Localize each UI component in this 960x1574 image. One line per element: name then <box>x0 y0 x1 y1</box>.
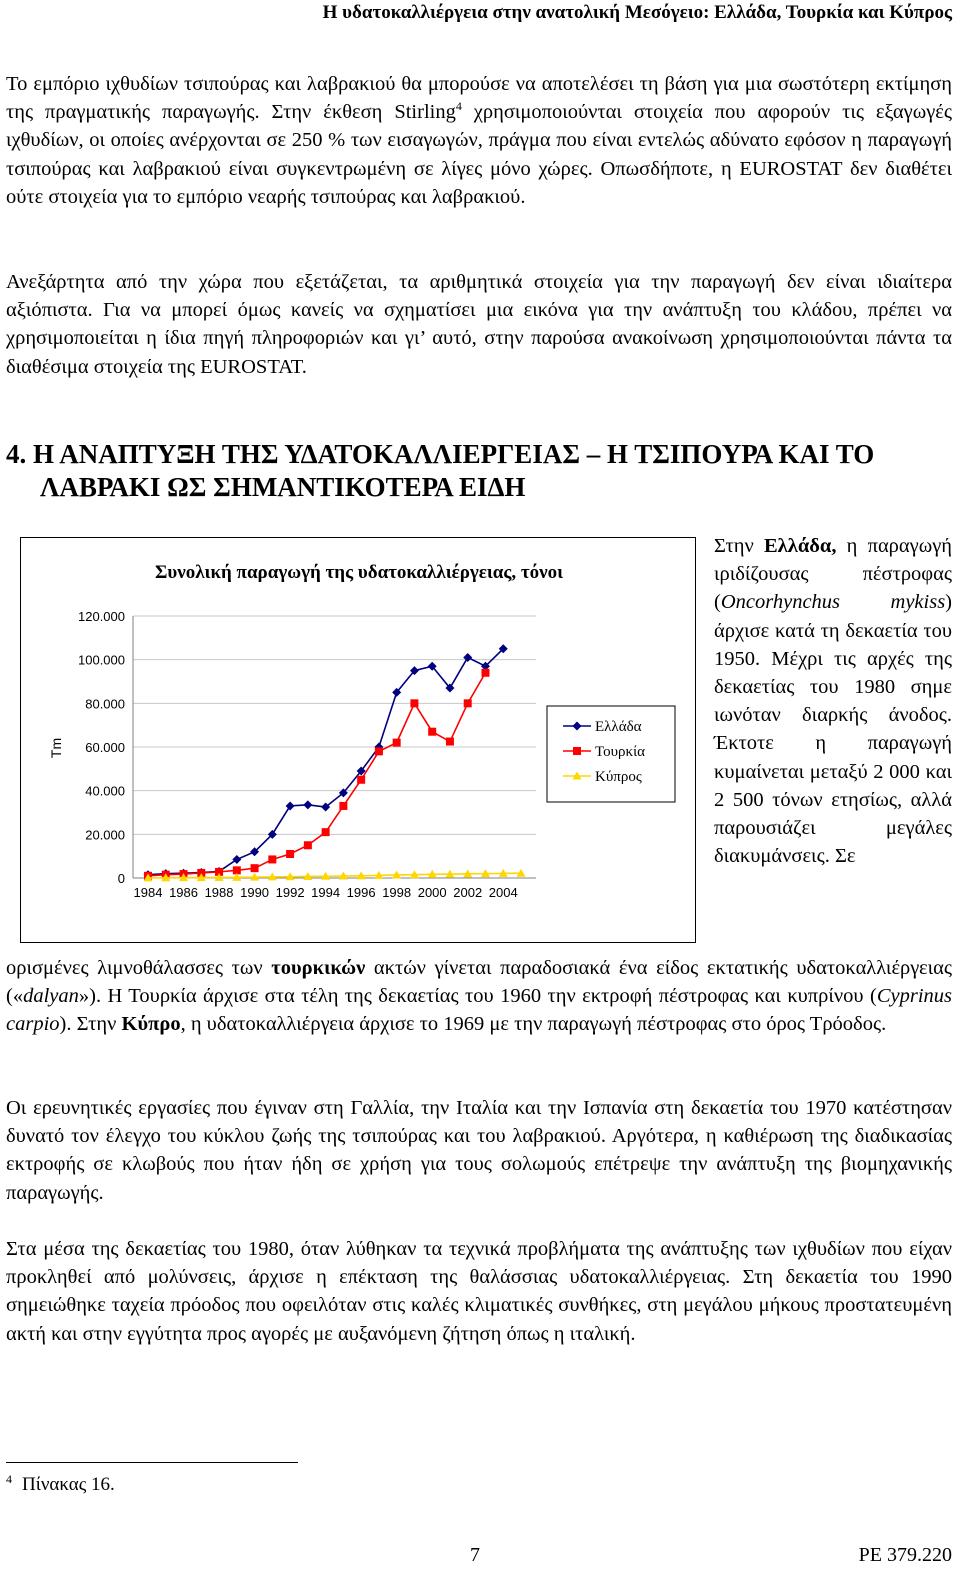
legend-label: Ελλάδα <box>595 719 642 735</box>
data-point <box>464 699 472 707</box>
section-heading: 4. Η ΑΝΑΠΤΥΞΗ ΤΗΣ ΥΔΑΤΟΚΑΛΛΙΕΡΓΕΙΑΣ – Η ΤΣΙΠΟΥΡΑ ΚΑΙ ΤΟ ΛΑΒΡΑΚΙ ΩΣ ΣΗΜΑΝΤΙΚΟΤΕΡΑ ΕΙΔΗ <box>6 439 875 502</box>
data-point <box>481 669 489 677</box>
intro-paragraph-1: Το εμπόριο ιχθυδίων τσιπούρας και λαβρακιού θα μπορούσε να αποτελέσει τη βάση για μια σωστότερη εκτίμηση της πραγματικής παραγωγής. Στην έκθεση Stirling$^4$ χρησιμοποιούνται στοιχεία που αφορούν τις εξαγωγές ιχθυδίων, οι οποίες ανέρχονται σε 250 % των εισαγωγών, πράγμα που είναι εντελώς αδύνατο εφόσον η παραγωγή τσιπούρας και λαβρακιού είναι συγκεντρωμένη σε λίγες μόνο χώρες. Οπωσδήποτε, η EUROSTAT δεν διαθέτει ούτε στοιχεία για το εμπόριο νεαρής τσιπούρας και λαβρακιού. <box>6 73 952 208</box>
data-point <box>251 864 259 872</box>
data-point <box>268 855 276 863</box>
x-tick-label: 2002 <box>453 885 483 900</box>
y-tick-label: 20.000 <box>85 827 125 843</box>
x-tick-label: 2000 <box>417 885 447 900</box>
data-point <box>357 776 365 784</box>
x-tick-label: 2004 <box>488 885 518 900</box>
footnote-ref[interactable]: 4 <box>455 99 462 114</box>
x-tick-label: 1988 <box>204 885 234 900</box>
footnote: $^4$ Πίνακας 16. <box>6 1471 115 1495</box>
page-number: 7 <box>470 1544 480 1566</box>
data-point <box>286 850 294 858</box>
data-point <box>446 738 454 746</box>
data-point <box>339 802 347 810</box>
data-point <box>410 699 418 707</box>
data-point <box>304 841 312 849</box>
y-tick-label: 80.000 <box>85 696 125 712</box>
legend-marker <box>573 747 581 755</box>
x-tick-label: 1986 <box>169 885 198 900</box>
x-tick-label: 1998 <box>382 885 412 900</box>
turkey-cyprus-paragraph: ορισμένες λιμνοθάλασσες των τουρκικών ακτών γίνεται παραδοσιακά ένα είδος εκτατικής υδατοκαλλιέργειας («dalyan»). Η Τουρκία άρχισε στα τέλη της δεκαετίας του 1960 την εκτροφή πέστροφας και κυπρίνου (Cyprinus carpio). Στην Κύπρο, η υδατοκαλλιέργεια άρχισε το 1969 με την παραγωγή πέστροφας στο όρος Τρόοδος. <box>6 957 952 1036</box>
y-tick-label: 60.000 <box>85 740 125 755</box>
data-point <box>428 728 436 736</box>
expansion-paragraph: Στα μέσα της δεκαετίας του 1980, όταν λύθηκαν τα τεχνικά προβλήματα της ανάπτυξης των ιχθυδίων που είχαν προκληθεί από μολύνσεις, άρχισε η επέκταση της θαλάσσιας υδατοκαλλιέργειας. Στη δεκαετία του 1990 σημειώθηκε ταχεία πρόοδος που οφειλόταν στις καλές κλιματικές συνθήκες, στη μεγάλου μήκους προστατευμένη ακτή και στην εγγύτητα προς αγορές με αυξανόμενη ζήτηση όπως η ιταλική. <box>6 1238 952 1345</box>
x-tick-label: 1992 <box>275 885 305 900</box>
x-tick-label: 1984 <box>133 885 163 900</box>
legend-label: Τουρκία <box>595 744 645 760</box>
y-tick-label: 100.000 <box>78 652 125 668</box>
series-line <box>148 649 503 875</box>
document-code: PE 379.220 <box>858 1544 952 1566</box>
data-point <box>232 855 241 864</box>
legend-label: Κύπρος <box>595 769 642 785</box>
chart-title: Συνολική παραγωγή της υδατοκαλλιέργειας, τόνοι <box>154 562 564 583</box>
x-tick-label: 1994 <box>311 885 341 900</box>
y-tick-label: 0 <box>117 871 125 886</box>
data-point <box>393 739 401 747</box>
data-point <box>303 800 312 809</box>
y-tick-label: 40.000 <box>85 783 125 799</box>
research-paragraph: Οι ερευνητικές εργασίες που έγιναν στη Γαλλία, την Ιταλία και την Ισπανία στη δεκαετία του 1970 κατέστησαν δυνατό τον έλεγχο του κύκλου ζωής της τσιπούρας και του λαβρακιού. Αργότερα, η καθιέρωση της διαδικασίας εκτροφής σε κλωβούς που ήταν ήδη σε χρήση για τους σολωμούς επέτρεψε την ανάπτυξη της βιομηχανικής παραγωγής. <box>6 1097 952 1204</box>
data-point <box>286 801 295 810</box>
data-point <box>375 747 383 755</box>
chart-svg <box>21 538 697 944</box>
greece-side-paragraph: Στην Ελλάδα, η παραγωγή ιριδίζουσας πέστροφας (Oncorhynchus mykiss) άρχισε κατά τη δεκαετία του 1950. Μέχρι τις αρχές της δεκαετίας του 1980 σημε ιωνόταν διαρκής άνοδος. Έκτοτε η παραγωγή κυμαίνεται μεταξύ 2 000 και 2 500 τόνων ετησίως, αλλά παρουσιάζει μεγάλες διακυμάνσεις. Σε <box>714 535 952 868</box>
footnote-rule <box>6 1462 298 1463</box>
intro-paragraph-2: Ανεξάρτητα από την χώρα που εξετάζεται, τα αριθμητικά στοιχεία για την παραγωγή δεν είναι ιδιαίτερα αξιόπιστα. Για να μπορεί όμως κανείς να σχηματίσει μια εικόνα για την ανάπτυξη του κλάδου, πρέπει να χρησιμοποιείται η ίδια πηγή πληροφοριών και γι’ αυτό, στην παρούσα ανακοίνωση χρησιμοποιούνται πάντα τα διαθέσιμα στοιχεία της EUROSTAT. <box>6 271 952 378</box>
data-point <box>322 828 330 836</box>
running-header: Η υδατοκαλλιέργεια στην ανατολική Μεσόγειο: Ελλάδα, Τουρκία και Κύπρος <box>322 2 952 23</box>
x-tick-label: 1990 <box>240 885 270 900</box>
x-tick-label: 1996 <box>346 885 376 900</box>
data-point <box>463 653 472 662</box>
production-chart <box>20 537 696 943</box>
y-axis-label: Tm <box>48 737 64 759</box>
y-tick-label: 120.000 <box>78 609 125 624</box>
